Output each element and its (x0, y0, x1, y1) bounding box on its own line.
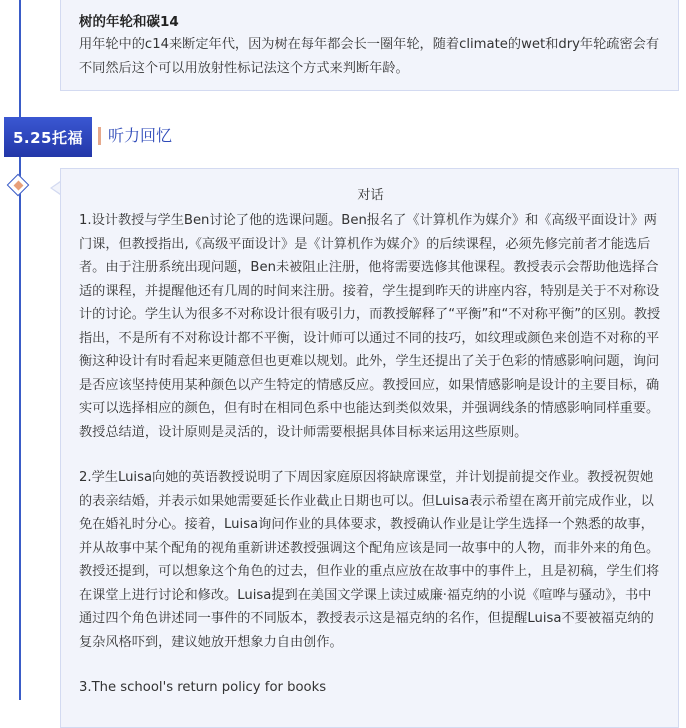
paragraph-gap (79, 444, 662, 466)
card-body: 用年轮中的c14来断定年代，因为树在每年都会长一圈年轮，随着climate的wet和dry年轮疏密会有不同然后这个可以用放射性标记法这个方式来判断年龄。 (79, 37, 660, 76)
dialogue-heading: 对话 (357, 188, 384, 203)
dialogue-paragraph-1: 1.设计教授与学生Ben讨论了他的选课问题。Ben报名了《计算机作为媒介》和《高级平面设计》两门课，但教授指出,《高级平面设计》是《计算机作为媒介》的后续课程，必须先修完前者才能选后者。由于注册系统出现问题，Ben未被阻止注册，他将需要选修其他课程。教授表示会帮助他选择合适的课程，并提醒他还有几周的时间来注册。接着，学生提到昨天的讲座内容，特别是关于不对称设计的讨论。学生认为很多不对称设计很有吸引力，而教授解释了“平衡”和“不对称平衡”的区别。教授指出，不是所有不对称设计都不平衡，设计师可以通过不同的技巧，如纹理或颜色来创造不对称的平衡这种设计有时看起来更随意但也更难以规划。此外，学生还提出了关于色彩的情感影响问题，询问是否应该坚持使用某种颜色以产生特定的情感反应。教授回应，如果情感影响是设计的主要目标，确实可以选择相应的颜色，但有时在相同色系中也能达到类似效果，并强调线条的情感影响同样重要。教授总结道，设计原则是灵活的，设计师需要根据具体目标来运用这些原则。 (79, 213, 661, 440)
section-title: 听力回忆 (108, 126, 173, 145)
dialogue-paragraph-2: 2.学生Luisa向她的英语教授说明了下周因家庭原因将缺席课堂，并计划提前提交作业。教授祝贺她的表亲结婚，并表示如果她需要延长作业截止日期也可以。但Luisa表示希望在离开前完成作业，以免在婚礼时分心。接着，Luisa询问作业的具体要求，教授确认作业是让学生选择一个熟悉的故事，并从故事中某个配角的视角重新讲述教授强调这个配角应该是同一故事中的人物，而非外来的角色。教授还提到，可以想象这个角色的过去，但作业的重点应放在故事中的事件上，且是初稿，学生们将在课堂上进行讨论和修改。Luisa提到在美国文学课上读过威廉·福克纳的小说《喧哗与骚动》，书中通过四个角色讲述同一事件的不同版本，教授表示这是福克纳的名作，但提醒Luisa不要被福克纳的复杂风格吓到，建议她放开想象力自由创作。 (79, 470, 660, 650)
section-badge: 5.25托福 (4, 117, 92, 157)
summary-card (60, 0, 679, 91)
card-title: 树的年轮和碳14 (79, 14, 179, 30)
paragraph-gap (79, 654, 662, 676)
dialogue-paragraph-3: 3.The school's return policy for books (79, 680, 327, 695)
section-marker (98, 127, 101, 145)
timeline-line (19, 0, 21, 700)
dialogue-card (60, 168, 679, 728)
